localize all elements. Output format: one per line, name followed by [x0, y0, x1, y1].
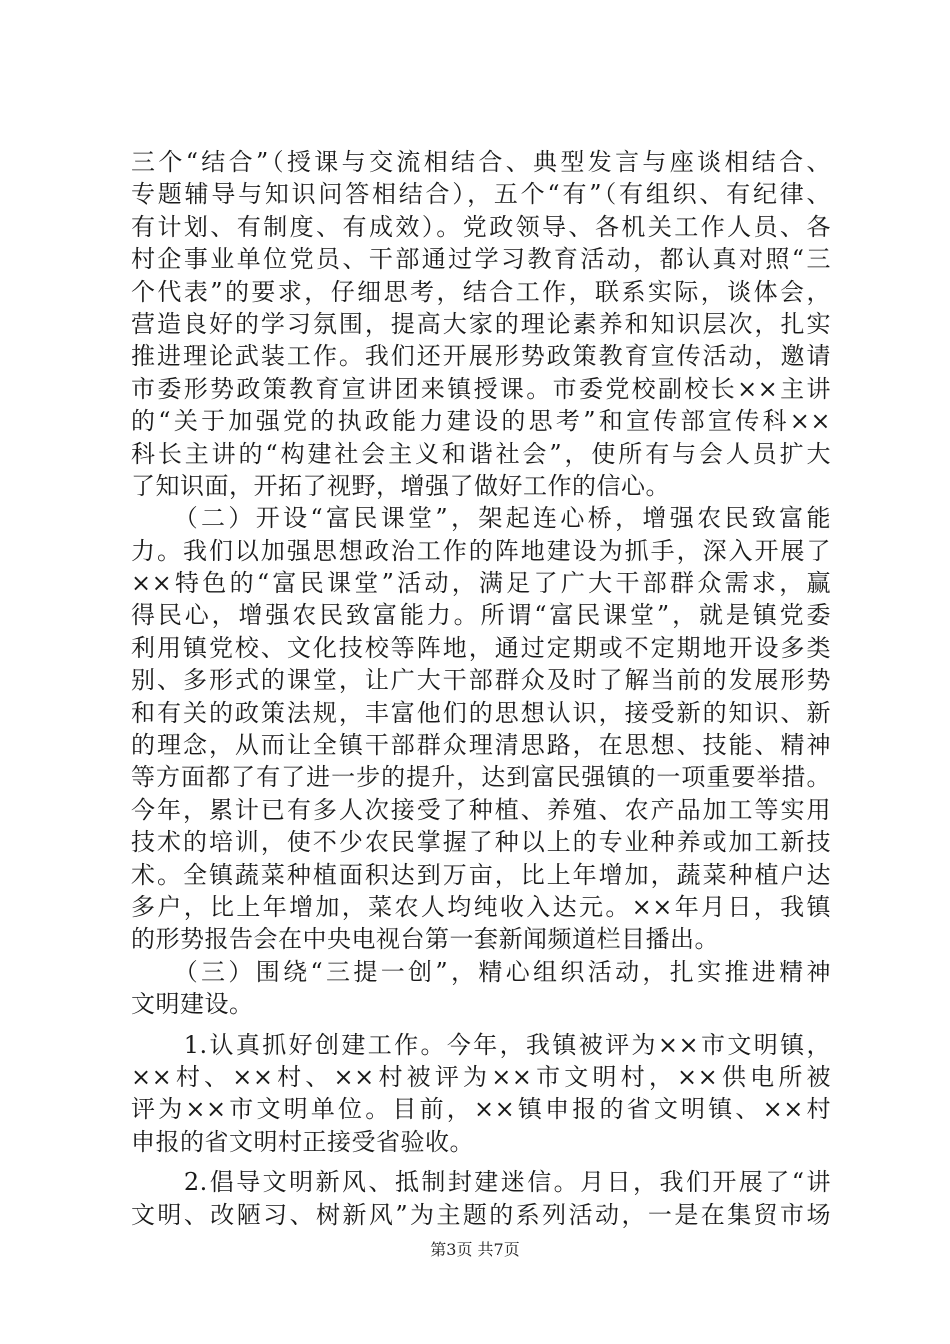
text-line: 的“关于加强党的执政能力建设的思考”和宣传部宣传科××	[131, 407, 831, 436]
text-line: 别、多形式的课堂，让广大干部群众及时了解当前的发展形势	[131, 666, 831, 695]
text-line: 的形势报告会在中央电视台第一套新闻频道栏目播出。	[131, 925, 719, 954]
paragraph-three-improvements	[131, 956, 831, 1021]
text-line: 专题辅导与知识问答相结合），五个“有”（有组织、有纪律、	[131, 180, 831, 209]
text-line: 三个“结合”（授课与交流相结合、典型发言与座谈相结合、	[131, 148, 831, 176]
page-number-footer: 第3页 共7页	[430, 1240, 520, 1259]
text-line: （二）开设“富民课堂”，架起连心桥，增强农民致富能	[131, 504, 831, 533]
paragraph-study-activities	[131, 146, 831, 502]
text-line: 利用镇党校、文化技校等阵地，通过定期或不定期地开设多类	[131, 633, 831, 662]
text-line: 评为××市文明单位。目前，××镇申报的省文明镇、××村	[131, 1095, 831, 1124]
text-line: 等方面都了有了进一步的提升，达到富民强镇的一项重要举措。	[131, 763, 831, 792]
text-line: 推进理论武装工作。我们还开展形势政策教育宣传活动，邀请	[131, 342, 831, 371]
text-line: （三）围绕“三提一创”，精心组织活动，扎实推进精神	[131, 957, 831, 986]
document-body	[131, 146, 831, 1231]
text-line: 市委形势政策教育宣讲团来镇授课。市委党校副校长××主讲	[131, 374, 831, 403]
text-line: ××村、××村、××村被评为××市文明村，××供电所被	[131, 1062, 831, 1091]
text-line: 力。我们以加强思想政治工作的阵地建设为抓手，深入开展了	[131, 536, 831, 565]
text-line: 技术的培训，使不少农民掌握了种以上的专业种养或加工新技	[131, 828, 831, 857]
paragraph-civilization-creation	[131, 1029, 831, 1159]
text-line: 2.倡导文明新风、抵制封建迷信。月日，我们开展了“讲	[131, 1168, 831, 1197]
text-line: 今年，累计已有多人次接受了种植、养殖、农产品加工等实用	[131, 795, 831, 824]
text-line: 营造良好的学习氛围，提高大家的理论素养和知识层次，扎实	[131, 309, 831, 338]
text-line: 了知识面，开拓了视野，增强了做好工作的信心。	[131, 471, 670, 500]
text-line: 个代表”的要求，仔细思考，结合工作，联系实际，谈体会，	[131, 277, 831, 306]
paragraph-fumin-classroom	[131, 502, 831, 955]
text-line: 申报的省文明村正接受省验收。	[131, 1127, 474, 1156]
paragraph-new-customs	[131, 1166, 831, 1231]
text-line: 和有关的政策法规，丰富他们的思想认识，接受新的知识、新	[131, 698, 831, 727]
text-line: ××特色的“富民课堂”活动，满足了广大干部群众需求，赢	[131, 569, 831, 598]
text-line: 得民心，增强农民致富能力。所谓“富民课堂”，就是镇党委	[131, 601, 831, 630]
text-line: 的理念，从而让全镇干部群众理清思路，在思想、技能、精神	[131, 731, 831, 760]
text-line: 有计划、有制度、有成效）。党政领导、各机关工作人员、各	[131, 212, 831, 241]
text-line: 1.认真抓好创建工作。今年，我镇被评为××市文明镇，	[131, 1030, 831, 1059]
text-line: 文明建设。	[131, 990, 254, 1019]
text-line: 文明、改陋习、树新风”为主题的系列活动，一是在集贸市场	[131, 1200, 831, 1229]
paragraph-spacer	[131, 1021, 831, 1029]
paragraph-spacer	[131, 1158, 831, 1166]
text-line: 科长主讲的“构建社会主义和谐社会”，使所有与会人员扩大	[131, 439, 831, 468]
text-line: 村企事业单位党员、干部通过学习教育活动，都认真对照“三	[131, 245, 831, 274]
text-line: 多户，比上年增加，菜农人均纯收入达元。××年月日，我镇	[131, 892, 831, 921]
text-line: 术。全镇蔬菜种植面积达到万亩，比上年增加，蔬菜种植户达	[131, 860, 831, 889]
